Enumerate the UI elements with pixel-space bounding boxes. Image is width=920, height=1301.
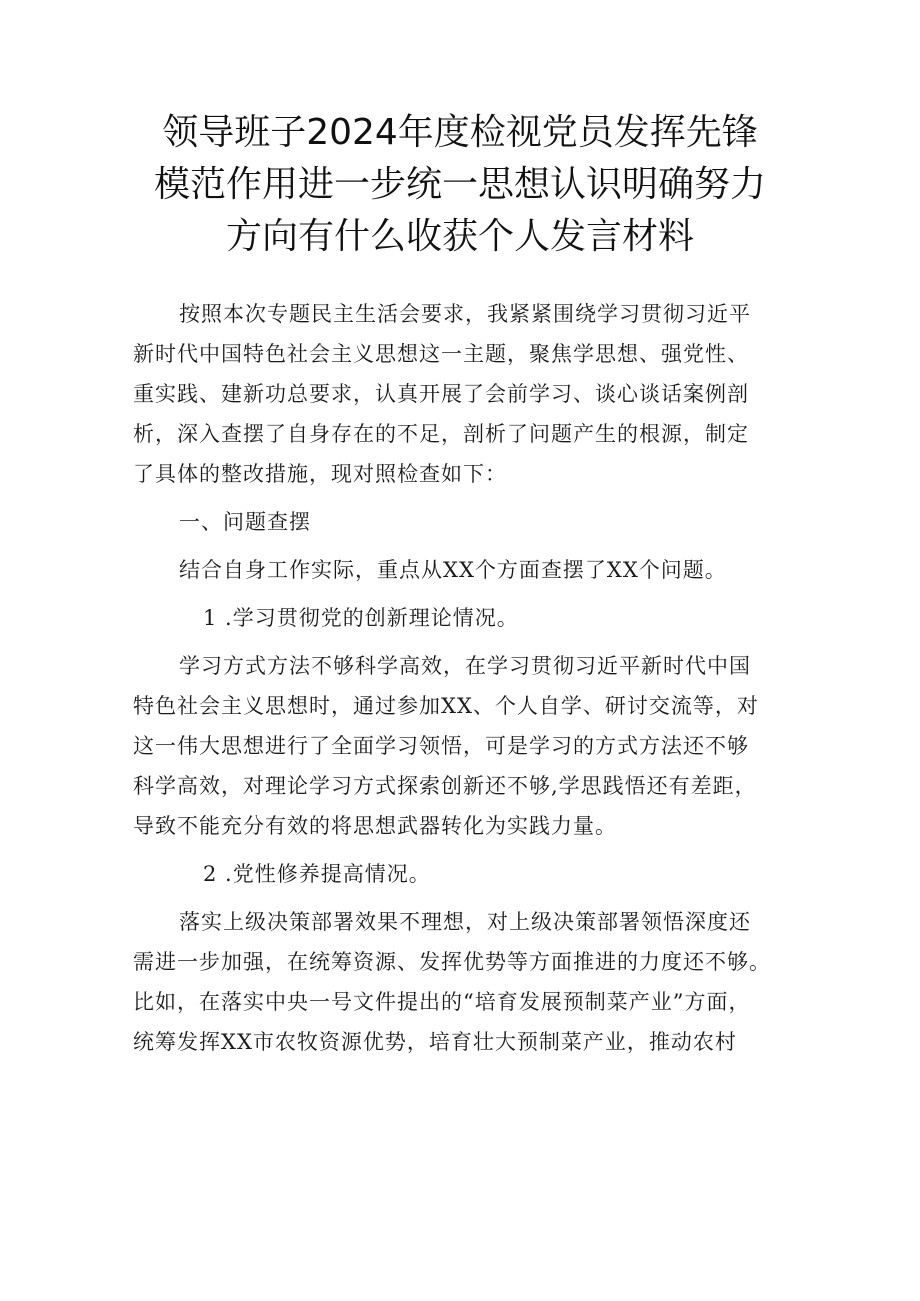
paragraph-item-1: [133, 646, 803, 846]
text-line: 结合自身工作实际，重点从XX个方面查摆了XX个问题。: [179, 558, 727, 582]
text-line: 统筹发挥XX市农牧资源优势，培育壮大预制菜产业，推动农村: [133, 1030, 737, 1054]
text-line: 需进一步加强，在统筹资源、发挥优势等方面推进的力度还不够。: [133, 950, 771, 974]
text-line: 特色社会主义思想时，通过参加XX、个人自学、研讨交流等，对: [133, 694, 759, 718]
paragraph-item-2: [133, 902, 803, 1062]
paragraph-intro: [133, 294, 803, 494]
text-line: 按照本次专题民主生活会要求，我紧紧围绕学习贯彻习近平: [179, 302, 751, 326]
title-line-2: 模范作用进一步统一思想认识明确努力: [153, 164, 766, 205]
item-heading-2: [133, 854, 803, 894]
document-body: [133, 294, 803, 1062]
paragraph-summary: [133, 550, 803, 590]
section-heading: [133, 502, 803, 542]
text-line: 了具体的整改措施，现对照检查如下：: [133, 462, 507, 486]
text-line: 这一伟大思想进行了全面学习领悟，可是学习的方式方法还不够: [133, 734, 749, 758]
text-line: 学习方式方法不够科学高效，在学习贯彻习近平新时代中国: [179, 654, 751, 678]
text-line: 比如，在落实中央一号文件提出的“培育发展预制菜产业”方面，: [133, 990, 751, 1014]
text-line: 导致不能充分有效的将思想武器转化为实践力量。: [133, 814, 617, 838]
text-line: 2 .党性修养提高情况。: [203, 862, 431, 886]
text-line: 析，深入查摆了自身存在的不足，剖析了问题产生的根源，制定: [133, 422, 749, 446]
text-line: 1 .学习贯彻党的创新理论情况。: [203, 606, 519, 630]
text-line: 一、问题查摆: [179, 510, 311, 534]
document-title: [100, 107, 820, 263]
text-line: 科学高效，对理论学习方式探索创新还不够,学思践悟还有差距，: [133, 774, 757, 798]
text-line: 落实上级决策部署效果不理想，对上级决策部署领悟深度还: [179, 910, 751, 934]
text-line: 重实践、建新功总要求，认真开展了会前学习、谈心谈话案例剖: [133, 382, 749, 406]
item-heading-1: [133, 598, 803, 638]
title-line-3: 方向有什么收获个人发言材料: [225, 216, 694, 257]
title-line-1: 领导班子2024年度检视党员发挥先锋: [162, 112, 758, 153]
text-line: 新时代中国特色社会主义思想这一主题，聚焦学思想、强党性、: [133, 342, 749, 366]
